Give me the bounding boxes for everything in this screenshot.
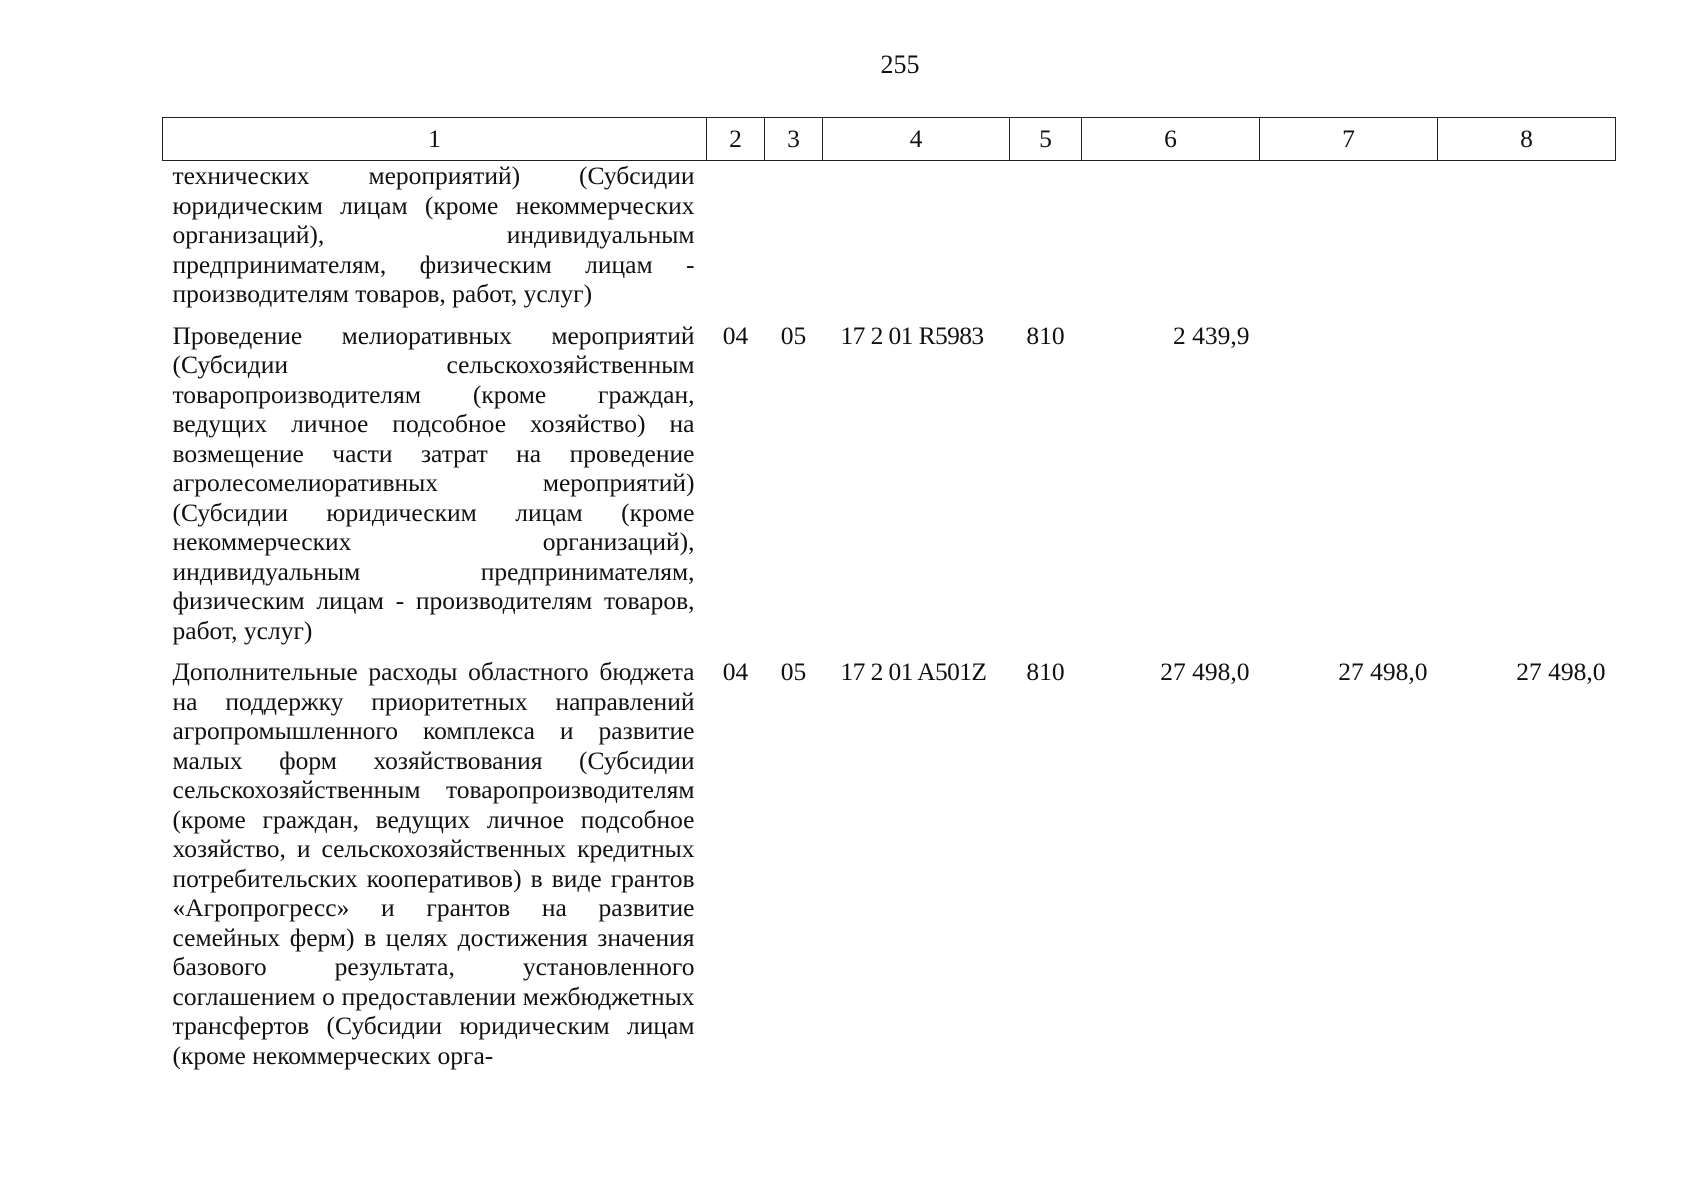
row-description: Дополнительные расходы областного бюджета на поддержку приоритетных направлений агропромышленного комплекса и развитие малых форм хозяйствования (Субсидии сельскохозяйственным товаропроизводителям (кроме граждан, ведущих личное подсобное хозяйство, и сельскохозяйственных кредитных потребительских кооперативов) в виде грантов «Агропрогресс» и грантов на развитие семейных ферм) в целях достижения значения базового результата, установленного соглашением о предоставлении межбюджетных трансфертов (Субсидии юридическим лицам (кроме некоммерческих орга- [172,657,695,1070]
row-amount-7 [1260,309,1438,646]
row-expense-type: 810 [1026,320,1065,350]
page-number: 255 [880,50,920,79]
row-amount-7: 27 498,0 [1338,657,1428,686]
row-target-article: 17 2 01 A501Z [840,657,987,686]
table-row [163,645,1616,1070]
row-amount-6: 2 439,9 [1173,320,1250,350]
row-amount-6: 27 498,0 [1160,657,1250,686]
row-section [707,161,765,309]
row-target-article [823,161,1010,309]
table-header-row [163,118,1616,161]
row-amount-8 [1438,161,1616,309]
row-description: Проведение мелиоративных мероприятий (Субсидии сельскохозяйственным товаропроизводителям (кроме граждан, ведущих личное подсобное хозяйство) на возмещение части затрат на проведение агролесомелиоративных мероприятий) (Субсидии юридическим лицам (кроме некоммерческих организаций), индивидуальным предпринимателям, физическим лицам - производителям товаров, работ, услуг) [172,320,695,645]
header-col-7: 7 [1260,118,1438,161]
table-row [163,161,1616,309]
header-col-6: 6 [1082,118,1260,161]
budget-table [162,117,1616,1070]
row-amount-7 [1260,161,1438,309]
row-target-article: 17 2 01 R5983 [840,320,984,350]
row-section: 04 [722,320,749,350]
header-col-2: 2 [707,118,765,161]
row-amount-6 [1082,161,1260,309]
header-col-1: 1 [163,118,707,161]
header-col-4: 4 [823,118,1010,161]
row-section: 04 [722,657,749,686]
row-amount-8: 27 498,0 [1516,657,1606,686]
row-subsection: 05 [780,320,807,350]
row-expense-type: 810 [1026,657,1065,686]
row-subsection: 05 [780,657,807,686]
header-col-8: 8 [1438,118,1616,161]
row-subsection [765,161,823,309]
table-row [163,309,1616,646]
row-amount-8 [1438,309,1616,646]
row-expense-type [1010,161,1082,309]
row-description: технических мероприятий) (Субсидии юридическим лицам (кроме некоммерческих организаций), индивидуальным предпринимателям, физическим лицам - производителям товаров, работ, услуг) [172,161,695,308]
header-col-3: 3 [765,118,823,161]
header-col-5: 5 [1010,118,1082,161]
